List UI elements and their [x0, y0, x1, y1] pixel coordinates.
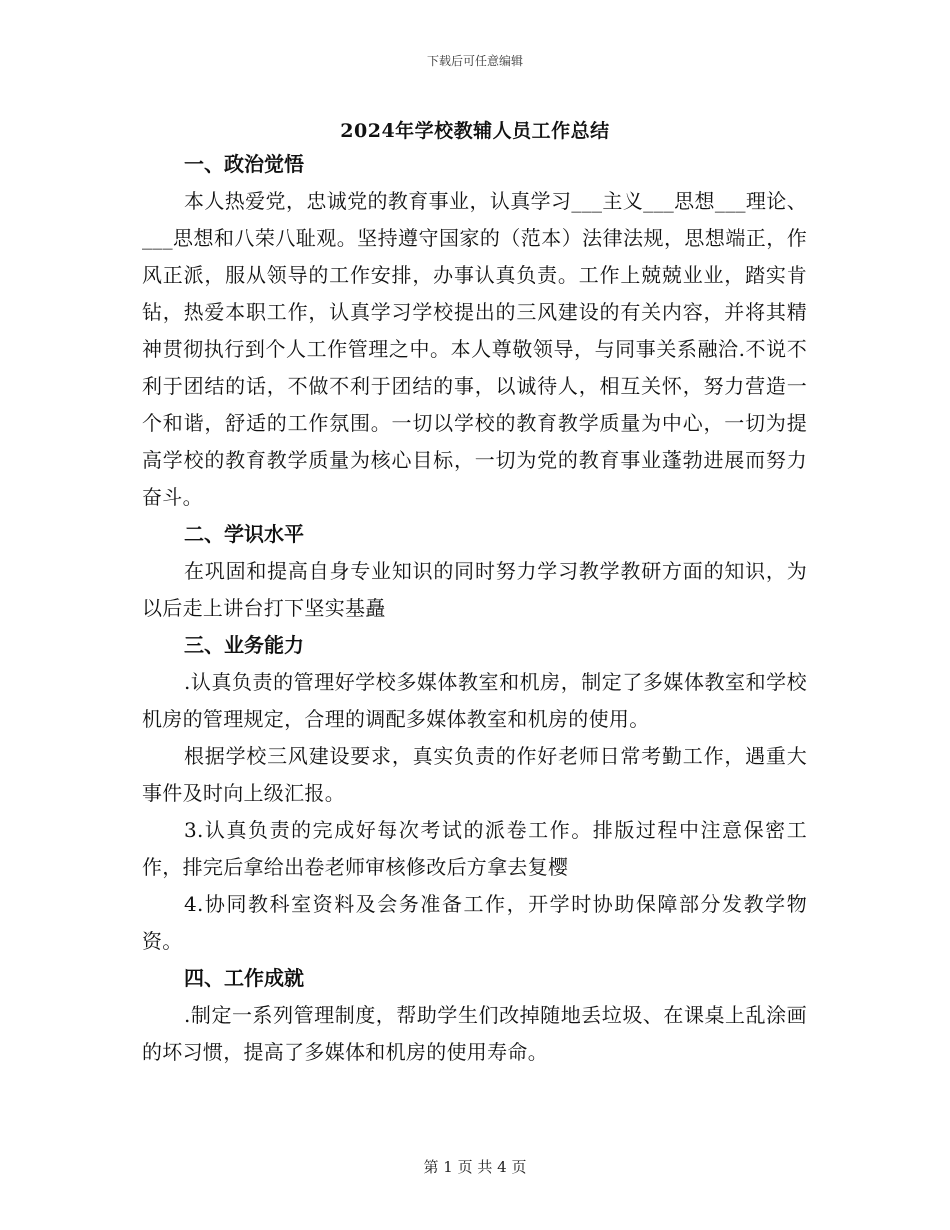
- section-paragraph: 3.认真负责的完成好每次考试的派卷工作。排版过程中注意保密工作，排完后拿给出卷老师审核修改后方拿去复樱: [142, 818, 807, 879]
- section-knowledge-level: [142, 516, 807, 627]
- section-work-ability: [142, 627, 807, 960]
- section-heading: 三、业务能力: [184, 633, 304, 657]
- section-paragraph: .制定一系列管理制度，帮助学生们改掉随地丢垃圾、在课桌上乱涂画的坏习惯，提高了多媒体和机房的使用寿命。: [142, 1003, 807, 1064]
- section-paragraph: 在巩固和提高自身专业知识的同时努力学习教学教研方面的知识，为以后走上讲台打下坚实基矗: [142, 559, 807, 620]
- page-number: 第 1 页 共 4 页: [423, 1158, 527, 1176]
- section-paragraph: 根据学校三风建设要求，真实负责的作好老师日常考勤工作，遇重大事件及时向上级汇报。: [142, 744, 807, 805]
- section-political-awareness: [142, 146, 807, 516]
- page-header-note: 下载后可任意编辑: [426, 54, 523, 68]
- document-body: [142, 146, 807, 1071]
- section-heading: 二、学识水平: [184, 522, 304, 546]
- document-title: 2024年学校教辅人员工作总结: [340, 120, 610, 142]
- section-achievements: [142, 960, 807, 1071]
- section-heading: 一、政治觉悟: [184, 152, 304, 176]
- section-paragraph: 本人热爱党，忠诚党的教育事业，认真学习___主义___思想___理论、___思想和八荣八耻观。坚持遵守国家的（范本）法律法规，思想端正，作风正派，服从领导的工作安排，办事认真负责。工作上兢兢业业，踏实肯钻，热爱本职工作，认真学习学校提出的三风建设的有关内容，并将其精神贯彻执行到个人工作管理之中。本人尊敬领导，与同事关系融洽.不说不利于团结的话，不做不利于团结的事，以诚待人，相互关怀，努力营造一个和谐，舒适的工作氛围。一切以学校的教育教学质量为中心，一切为提高学校的教育教学质量为核心目标，一切为党的教育事业蓬勃进展而努力奋斗。: [142, 189, 807, 509]
- section-heading: 四、工作成就: [184, 966, 304, 990]
- section-paragraph: 4.协同教科室资料及会务准备工作，开学时协助保障部分发教学物资。: [142, 892, 807, 953]
- section-paragraph: .认真负责的管理好学校多媒体教室和机房，制定了多媒体教室和学校机房的管理规定，合理的调配多媒体教室和机房的使用。: [142, 670, 807, 731]
